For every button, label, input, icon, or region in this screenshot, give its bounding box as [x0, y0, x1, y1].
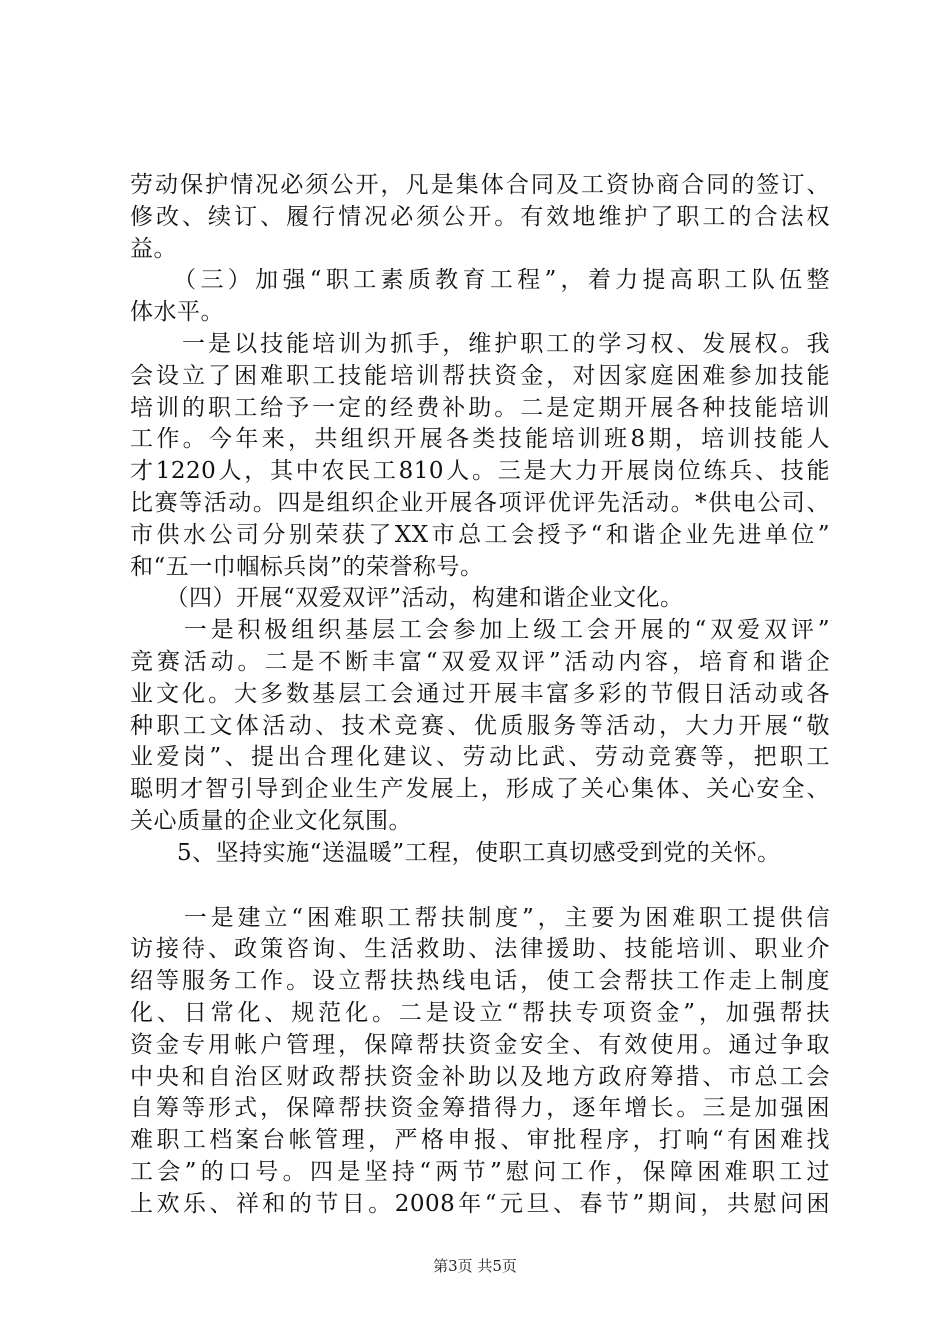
text-line: 培训的职工给予一定的经费补助。二是定期开展各种技能培训	[130, 394, 830, 421]
page-number: 第3页 共5页	[433, 1257, 517, 1275]
text-line: 一是以技能培训为抓手，维护职工的学习权、发展权。我	[130, 330, 830, 357]
text-line: 劳动保护情况必须公开，凡是集体合同及工资协商合同的签订、	[130, 172, 830, 198]
text-line: 访接待、政策咨询、生活救助、法律援助、技能培训、职业介	[130, 936, 830, 963]
document-body	[130, 170, 830, 1221]
text-line: 会设立了困难职工技能培训帮扶资金，对因家庭困难参加技能	[130, 362, 830, 389]
text-line: 竞赛活动。二是不断丰富“双爱双评”活动内容，培育和谐企	[130, 648, 830, 675]
text-line: 修改、续订、履行情况必须公开。有效地维护了职工的合法权	[130, 203, 830, 230]
text-line: 自筹等形式，保障帮扶资金筹措得力，逐年增长。三是加强困	[130, 1095, 830, 1122]
text-line: 工作。今年来，共组织开展各类技能培训班8期，培训技能人	[130, 426, 830, 453]
text-line: 化、日常化、规范化。二是设立“帮扶专项资金”，加强帮扶	[130, 999, 830, 1026]
section-heading-5: 5、坚持实施“送温暖”工程，使职工真切感受到党的关怀。	[130, 839, 781, 866]
text-line: 和“五一巾帼标兵岗”的荣誉称号。	[130, 553, 484, 580]
text-line: 市供水公司分别荣获了XX市总工会授予“和谐企业先进单位”	[130, 521, 830, 548]
text-line: 中央和自治区财政帮扶资金补助以及地方政府筹措、市总工会	[130, 1063, 830, 1090]
text-line: 益。	[130, 235, 177, 262]
text-line: 一是积极组织基层工会参加上级工会开展的“双爱双评”	[130, 617, 830, 644]
text-line: 工会”的口号。四是坚持“两节”慰问工作，保障困难职工过	[130, 1158, 830, 1185]
text-line: 业爱岗”、提出合理化建议、劳动比武、劳动竞赛等，把职工	[130, 744, 830, 771]
section-heading-4: （四）开展“双爱双评”活动，构建和谐企业文化。	[130, 585, 684, 612]
text-line: 才1220人，其中农民工810人。三是大力开展岗位练兵、技能	[130, 458, 830, 485]
text-line: 一是建立“困难职工帮扶制度”，主要为困难职工提供信	[130, 904, 830, 931]
paragraph-gap	[130, 870, 830, 903]
section-heading-3: （三）加强“职工素质教育工程”，着力提高职工队伍整	[130, 267, 830, 294]
text-line: 聪明才智引导到企业生产发展上，形成了关心集体、关心安全、	[130, 776, 830, 803]
text-line: 难职工档案台帐管理，严格申报、审批程序，打响“有困难找	[130, 1127, 830, 1154]
text-line: 体水平。	[130, 299, 224, 326]
text-line: 比赛等活动。四是组织企业开展各项评优评先活动。*供电公司、	[130, 489, 830, 516]
text-line: 业文化。大多数基层工会通过开展丰富多彩的节假日活动或各	[130, 680, 830, 707]
text-line: 种职工文体活动、技术竞赛、优质服务等活动，大力开展“敬	[130, 712, 830, 739]
text-line: 绍等服务工作。设立帮扶热线电话，使工会帮扶工作走上制度	[130, 968, 830, 995]
text-line: 关心质量的企业文化氛围。	[130, 807, 412, 834]
text-line: 资金专用帐户管理，保障帮扶资金安全、有效使用。通过争取	[130, 1031, 830, 1058]
text-line: 上欢乐、祥和的节日。2008年“元旦、春节”期间，共慰问困	[130, 1190, 830, 1217]
